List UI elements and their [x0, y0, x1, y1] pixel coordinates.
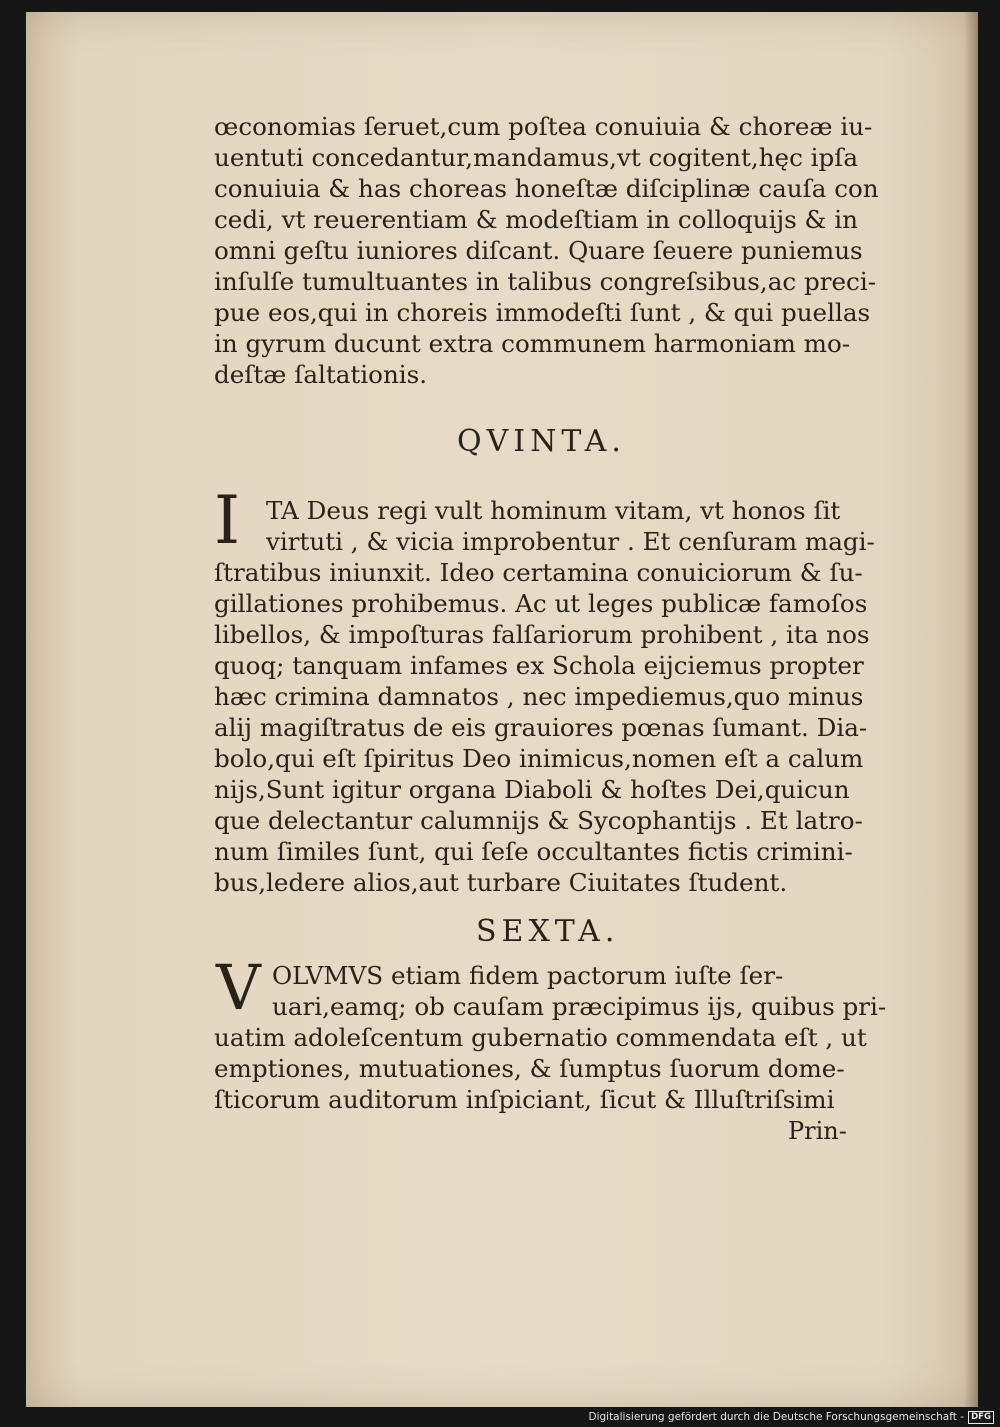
text-line: OLVMVS etiam fidem pactorum iuſte ſer-	[272, 961, 784, 990]
text-line: œconomias ſeruet,cum poſtea conuiuia & choreæ iu-	[214, 112, 873, 141]
text-line: cedi, vt reuerentiam & modeſtiam in colloquijs & in	[214, 205, 858, 234]
paragraph-oeconomias	[214, 111, 894, 390]
text-line: conuiuia & has choreas honeſtæ diſciplinæ cauſa con	[214, 174, 879, 203]
text-line: bolo,qui eſt ſpiritus Deo inimicus,nomen eſt a calum	[214, 744, 864, 773]
text-line: gillationes prohibemus. Ac ut leges publicæ famoſos	[214, 589, 868, 618]
text-line: alij magiſtratus de eis grauiores pœnas ſumant. Dia-	[214, 713, 868, 742]
text-line: num ſimiles ſunt, qui ſeſe occultantes fictis crimini-	[214, 837, 853, 866]
text-line: virtuti , & vicia improbentur . Et cenſuram magi-	[266, 527, 875, 556]
text-line: bus,ledere alios,aut turbare Ciuitates ſtudent.	[214, 868, 788, 897]
text-line: uari,eamq; ob cauſam præcipimus ijs, quibus pri-	[272, 992, 887, 1021]
footer-credit-text: Digitalisierung gefördert durch die Deutsche Forschungsgemeinschaft -	[588, 1411, 964, 1423]
paragraph-ita-deus	[214, 495, 894, 898]
drop-cap-i: I	[214, 482, 241, 559]
text-line: nijs,Sunt igitur organa Diaboli & hoſtes Dei,quicun	[214, 775, 850, 804]
dfg-logo: DFG	[968, 1411, 994, 1424]
text-line: emptiones, mutuationes, & ſumptus ſuorum dome-	[214, 1054, 845, 1083]
paragraph-volumus	[214, 960, 894, 1115]
text-line: TA Deus regi vult hominum vitam, vt honos ſit	[266, 496, 841, 525]
text-line: pue eos,qui in choreis immodeſti ſunt , & qui puellas	[214, 298, 871, 327]
section-heading-sexta: SEXTA.	[476, 914, 620, 949]
text-line: in gyrum ducunt extra communem harmoniam mo-	[214, 329, 851, 358]
text-line: uatim adoleſcentum gubernatio commendata eſt , ut	[214, 1023, 867, 1052]
text-line: inſulſe tumultuantes in talibus congreſsibus,ac preci-	[214, 267, 877, 296]
text-line: deſtæ ſaltationis.	[214, 360, 428, 389]
text-line: uentuti concedantur,mandamus,vt cogitent,hęc ipſa	[214, 143, 859, 172]
text-line: omni geſtu iuniores diſcant. Quare ſeuere puniemus	[214, 236, 863, 265]
funding-footer	[588, 1409, 994, 1425]
page-spine-shadow	[964, 12, 978, 1407]
text-line: ſticorum auditorum inſpiciant, ſicut & Illuſtriſsimi	[214, 1085, 835, 1114]
catchword: Prin-	[788, 1117, 847, 1145]
drop-cap-v: V	[216, 951, 261, 1024]
text-line: quoq; tanquam infames ex Schola eijciemus propter	[214, 651, 864, 680]
section-heading-quinta: QVINTA.	[457, 424, 626, 459]
text-line: libellos, & impoſturas falſariorum prohibent , ita nos	[214, 620, 870, 649]
text-line: que delectantur calumnijs & Sycophantijs . Et latro-	[214, 806, 863, 835]
text-line: ſtratibus iniunxit. Ideo certamina conuiciorum & ſu-	[214, 558, 863, 587]
text-line: hæc crimina damnatos , nec impediemus,quo minus	[214, 682, 864, 711]
